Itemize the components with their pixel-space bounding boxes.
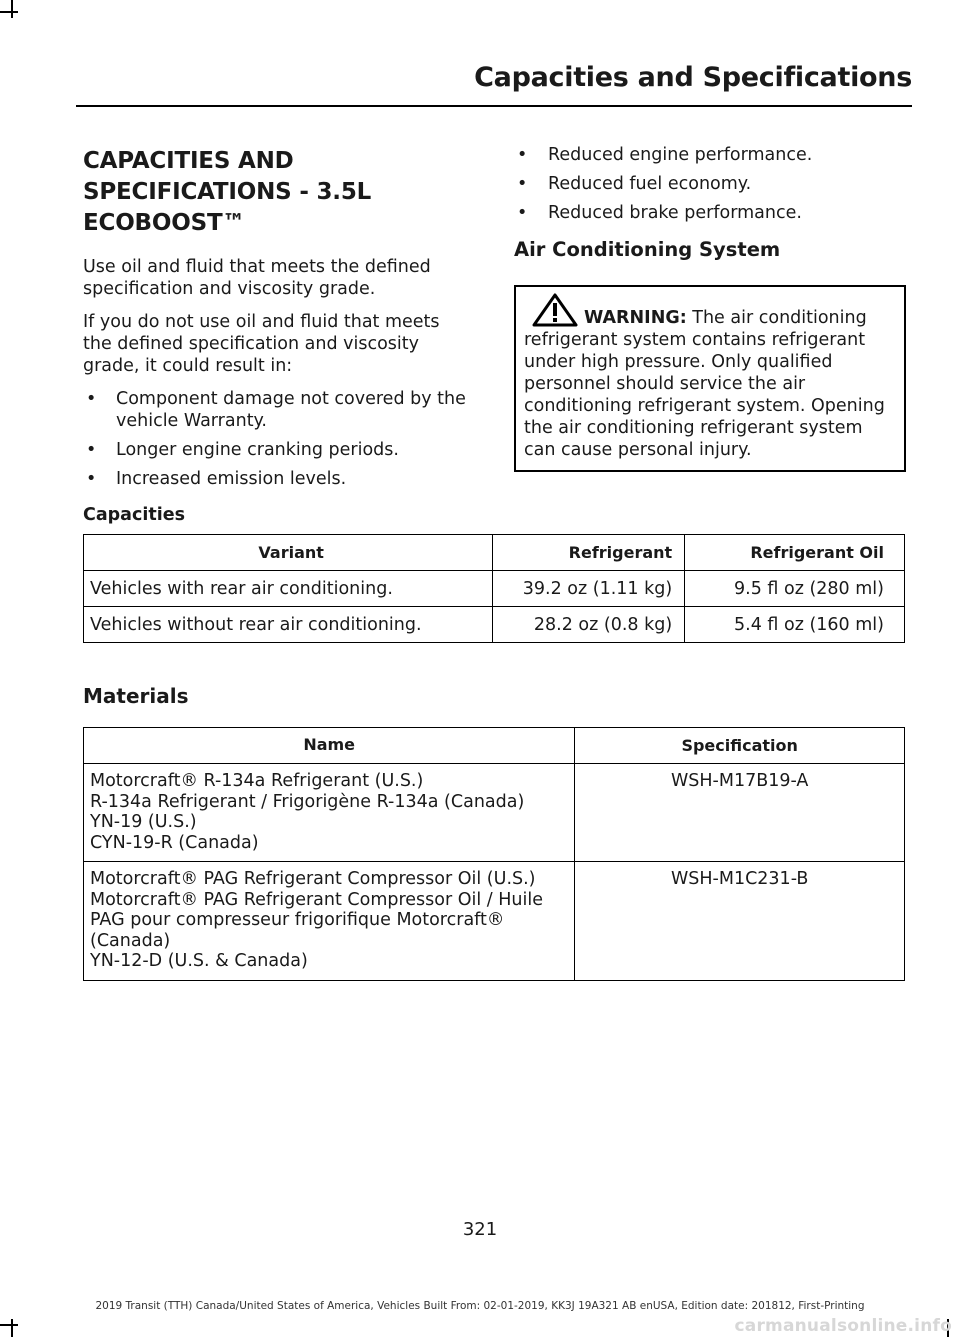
bullet-icon: • bbox=[86, 440, 97, 460]
section-title-line: ECOBOOST™ bbox=[83, 210, 246, 236]
left-column bbox=[83, 146, 468, 497]
table-cell: 5.4 fl oz (160 ml) bbox=[685, 607, 905, 643]
section-title-line: SPECIFICATIONS - 3.5L bbox=[83, 179, 372, 205]
capacities-title: Capacities bbox=[83, 505, 186, 525]
footer-text: 2019 Transit (TTH) Canada/United States of America, Vehicles Built From: 02-01-2019, KK3J 19A321 AB enUSA, Edition date: 201812, First-Printing bbox=[95, 1300, 865, 1312]
intro-paragraph: Use oil and fluid that meets the defined specification and viscosity grade. bbox=[83, 257, 431, 299]
bullet-icon: • bbox=[86, 389, 97, 409]
table-row bbox=[84, 862, 905, 981]
warning-text: The air conditioning refrigerant system contains refrigerant under high pressure. Only qualified personnel should service the air conditioning refrigerant system. Opening the air conditioning refrigerant system can cause personal injury. bbox=[524, 308, 885, 460]
section-title-line: CAPACITIES AND bbox=[83, 148, 294, 174]
column-header: Specification bbox=[575, 728, 905, 764]
bullet-icon: • bbox=[86, 469, 97, 489]
table-cell: Vehicles with rear air conditioning. bbox=[84, 571, 493, 607]
warning-box bbox=[514, 285, 906, 472]
table-cell: WSH-M17B19-A bbox=[575, 764, 905, 862]
section-title bbox=[83, 146, 468, 239]
table-header-row bbox=[84, 535, 905, 571]
column-header: Name bbox=[84, 728, 575, 764]
capacities-table bbox=[83, 534, 905, 643]
table-row bbox=[84, 571, 905, 607]
table-cell: 9.5 fl oz (280 ml) bbox=[685, 571, 905, 607]
crop-mark bbox=[0, 1324, 18, 1326]
page-number: 321 bbox=[462, 1219, 498, 1240]
right-column bbox=[514, 144, 906, 472]
warning-triangle-icon bbox=[530, 293, 580, 327]
table-cell: 39.2 oz (1.11 kg) bbox=[493, 571, 685, 607]
list-item: • Reduced brake performance. bbox=[517, 203, 802, 223]
column-header: Refrigerant bbox=[493, 535, 685, 571]
watermark: carmanualsonline.info bbox=[734, 1316, 952, 1336]
list-item: • Reduced fuel economy. bbox=[517, 174, 752, 194]
table-cell: Motorcraft® PAG Refrigerant Compressor Oil (U.S.) Motorcraft® PAG Refrigerant Compressor Oil / Huile PAG pour compresseur frigorifique Motorcraft® (Canada) YN-12-D (U.S. & Canada) bbox=[84, 862, 575, 981]
bullet-icon: • bbox=[517, 174, 528, 194]
consequence-paragraph: If you do not use oil and fluid that meets the defined specification and viscosity grade, it could result in: bbox=[83, 312, 440, 376]
table-cell: 28.2 oz (0.8 kg) bbox=[493, 607, 685, 643]
list-item: • Increased emission levels. bbox=[86, 469, 347, 489]
table-row bbox=[84, 607, 905, 643]
table-header-row bbox=[84, 728, 905, 764]
table-cell: Vehicles without rear air conditioning. bbox=[84, 607, 493, 643]
header-rule bbox=[76, 105, 912, 107]
column-header: Variant bbox=[84, 535, 493, 571]
consequence-list-continued bbox=[514, 144, 906, 224]
list-item: • Reduced engine performance. bbox=[517, 145, 813, 165]
materials-table bbox=[83, 727, 905, 981]
bullet-icon: • bbox=[517, 145, 528, 165]
crop-mark bbox=[0, 11, 18, 13]
warning-label: WARNING: bbox=[584, 308, 687, 328]
bullet-icon: • bbox=[517, 203, 528, 223]
table-cell: Motorcraft® R-134a Refrigerant (U.S.) R-134a Refrigerant / Frigorigène R-134a (Canada) YN-19 (U.S.) CYN-19-R (Canada) bbox=[84, 764, 575, 862]
list-item: • Longer engine cranking periods. bbox=[86, 440, 399, 460]
crop-mark bbox=[11, 0, 13, 18]
table-cell: WSH-M1C231-B bbox=[575, 862, 905, 981]
column-header: Refrigerant Oil bbox=[685, 535, 905, 571]
consequence-list bbox=[83, 388, 468, 490]
air-conditioning-heading: Air Conditioning System bbox=[514, 238, 781, 261]
table-row bbox=[84, 764, 905, 862]
materials-title: Materials bbox=[83, 684, 189, 708]
list-item: • Component damage not covered by the vehicle Warranty. bbox=[86, 389, 466, 431]
crop-mark bbox=[11, 1319, 13, 1337]
page-header-title: Capacities and Specifications bbox=[474, 62, 912, 93]
